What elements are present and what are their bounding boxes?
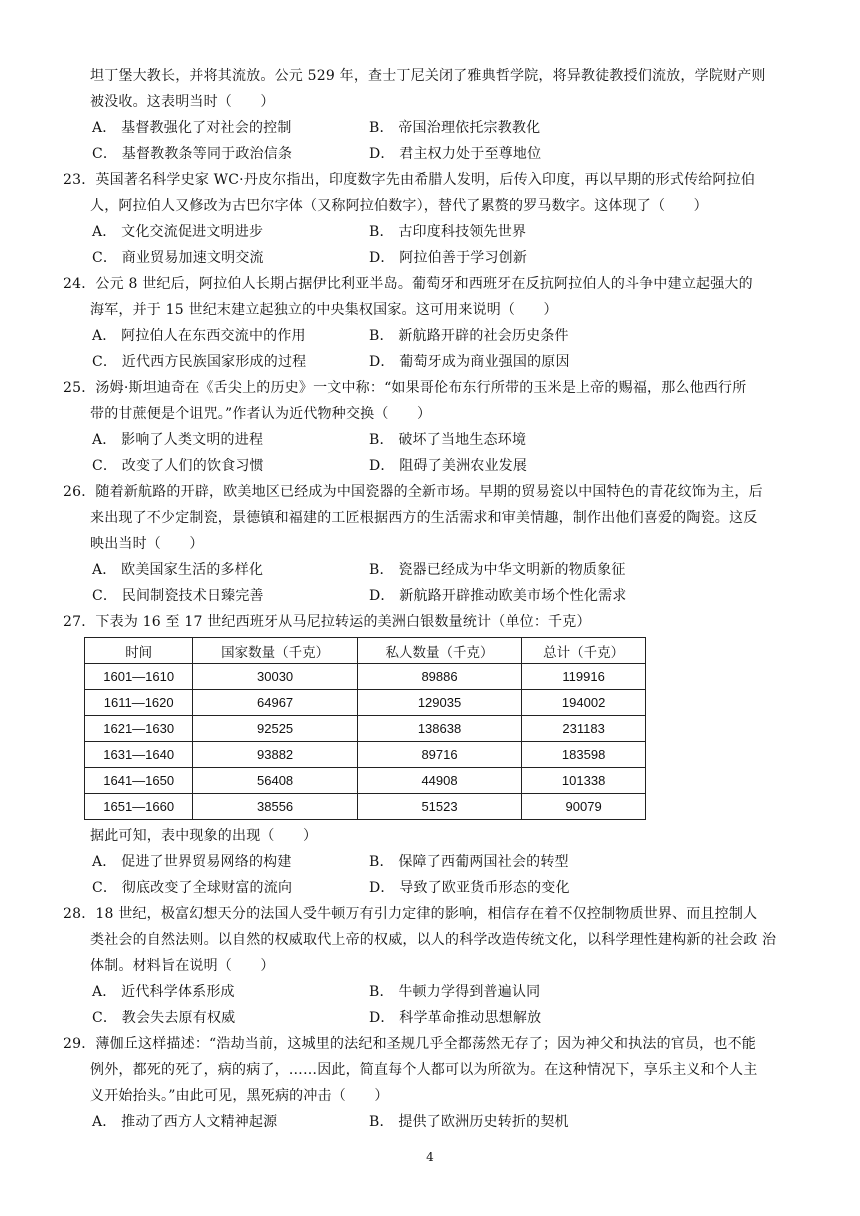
table-header-cell: 总计（千克） [522, 638, 646, 664]
question-25-option-b: B． 破坏了当地生态环境 [369, 432, 527, 448]
question-27-option-c: C． 彻底改变了全球财富的流向 [92, 880, 293, 896]
question-29-stem-line: 29．薄伽丘这样描述：“浩劫当前，这城里的法纪和圣规几乎全都荡然无存了；因为神父和执法的官员，也不能 [63, 1036, 756, 1052]
question-22-option-a: A． 基督教强化了对社会的控制 [92, 120, 292, 136]
table-header-cell: 时间 [85, 638, 193, 664]
question-24-option-a: A． 阿拉伯人在东西交流中的作用 [92, 328, 306, 344]
table-row [85, 794, 646, 820]
table-header-cell: 私人数量（千克） [357, 638, 521, 664]
table-cell: 92525 [193, 716, 357, 742]
question-23-stem-line: 23．英国著名科学史家 WC·丹皮尔指出，印度数字先由希腊人发明，后传入印度，再以早期的形式传给阿拉伯 [63, 172, 756, 188]
question-23-option-a: A． 文化交流促进文明进步 [92, 224, 264, 240]
question-27-option-b: B． 保障了西葡两国社会的转型 [369, 854, 569, 870]
table-cell: 129035 [357, 690, 521, 716]
question-26-option-a: A． 欧美国家生活的多样化 [92, 562, 264, 578]
table-row [85, 664, 646, 690]
question-29-stem-line: 例外，都死的死了，病的病了，……因此，简直每个人都可以为所欲为。在这种情况下，享乐主义和个人主 [90, 1062, 758, 1078]
table-cell: 101338 [522, 768, 646, 794]
question-26-option-c: C． 民间制瓷技术日臻完善 [92, 588, 264, 604]
question-26-option-b: B． 瓷器已经成为中华文明新的物质象征 [369, 562, 626, 578]
table-header-cell: 国家数量（千克） [193, 638, 357, 664]
question-24-stem-line: 海军，并于 15 世纪末建立起独立的中央集权国家。这可用来说明（ ） [90, 302, 558, 318]
table-cell: 56408 [193, 768, 357, 794]
question-25-option-a: A． 影响了人类文明的进程 [92, 432, 264, 448]
question-25-stem-line: 25．汤姆·斯坦迪奇在《舌尖上的历史》一文中称：“如果哥伦布东行所带的玉米是上帝的赐福，那么他西行所 [63, 380, 747, 396]
question-28-stem-line: 类社会的自然法则。以自然的权威取代上帝的权威，以人的科学改造传统文化，以科学理性建构新的社会政 治 [90, 932, 777, 948]
question-29-option-a: A． 推动了西方人文精神起源 [92, 1114, 278, 1130]
question-23-option-b: B． 古印度科技领先世界 [369, 224, 527, 240]
question-23-stem-line: 人，阿拉伯人又修改为古巴尔字体（又称阿拉伯数字），替代了累赘的罗马数字。这体现了（ ） [90, 198, 708, 214]
question-27-stem-line: 27．下表为 16 至 17 世纪西班牙从马尼拉转运的美洲白银数量统计（单位：千克） [63, 614, 591, 630]
question-25-stem-line: 带的甘蔗便是个诅咒。”作者认为近代物种交换（ ） [90, 406, 432, 422]
question-29-option-b: B． 提供了欧洲历史转折的契机 [369, 1114, 569, 1130]
question-28-option-d: D． 科学革命推动思想解放 [369, 1010, 542, 1026]
question-28-stem-line: 体制。材料旨在说明（ ） [90, 958, 275, 974]
table-row [85, 768, 646, 794]
table-header-row [85, 638, 646, 664]
table-cell: 38556 [193, 794, 357, 820]
question-25-option-d: D． 阻碍了美洲农业发展 [369, 458, 528, 474]
table-cell: 64967 [193, 690, 357, 716]
table-cell: 119916 [522, 664, 646, 690]
question-25-option-c: C． 改变了人们的饮食习惯 [92, 458, 264, 474]
table-cell: 1621—1630 [85, 716, 193, 742]
question-22-option-c: C． 基督教教条等同于政治信条 [92, 146, 293, 162]
table-cell: 1611—1620 [85, 690, 193, 716]
question-26-stem-line: 26．随着新航路的开辟，欧美地区已经成为中国瓷器的全新市场。早期的贸易瓷以中国特色的青花纹饰为主，后 [63, 484, 763, 500]
table-cell: 1641—1650 [85, 768, 193, 794]
table-cell: 183598 [522, 742, 646, 768]
question-24-option-b: B． 新航路开辟的社会历史条件 [369, 328, 569, 344]
question-27-option-d: D． 导致了欧亚货币形态的变化 [369, 880, 570, 896]
table-cell: 93882 [193, 742, 357, 768]
table-row [85, 690, 646, 716]
question-29-stem-line: 义开始抬头。”由此可见，黑死病的冲击（ ） [90, 1088, 389, 1104]
table-cell: 90079 [522, 794, 646, 820]
table-row [85, 716, 646, 742]
table-cell: 89886 [357, 664, 521, 690]
table-cell: 138638 [357, 716, 521, 742]
table-cell: 194002 [522, 690, 646, 716]
question-24-option-d: D． 葡萄牙成为商业强国的原因 [369, 354, 570, 370]
question-26-stem-line: 映出当时（ ） [90, 536, 204, 552]
question-24-stem-line: 24．公元 8 世纪后，阿拉伯人长期占据伊比利亚半岛。葡萄牙和西班牙在反抗阿拉伯人的斗争中建立起强大的 [63, 276, 753, 292]
question-22-stem-line: 坦丁堡大教长，并将其流放。公元 529 年，查士丁尼关闭了雅典哲学院，将异教徒教授们流放，学院财产则 [90, 68, 766, 84]
question-28-option-a: A． 近代科学体系形成 [92, 984, 235, 1000]
table-cell: 1651—1660 [85, 794, 193, 820]
question-27-followup: 据此可知，表中现象的出现（ ） [90, 828, 318, 844]
question-24-option-c: C． 近代西方民族国家形成的过程 [92, 354, 307, 370]
question-27-option-a: A． 促进了世界贸易网络的构建 [92, 854, 292, 870]
question-23-option-d: D． 阿拉伯善于学习创新 [369, 250, 528, 266]
question-26-option-d: D． 新航路开辟推动欧美市场个性化需求 [369, 588, 627, 604]
question-22-option-d: D． 君主权力处于至尊地位 [369, 146, 542, 162]
question-28-option-b: B． 牛顿力学得到普遍认同 [369, 984, 541, 1000]
table-row [85, 742, 646, 768]
table-cell: 89716 [357, 742, 521, 768]
table-cell: 51523 [357, 794, 521, 820]
table-cell: 44908 [357, 768, 521, 794]
table-cell: 231183 [522, 716, 646, 742]
question-28-option-c: C． 教会失去原有权威 [92, 1010, 236, 1026]
question-26-stem-line: 来出现了不少定制瓷，景德镇和福建的工匠根据西方的生活需求和审美情趣，制作出他们喜爱的陶瓷。这反 [90, 510, 758, 526]
question-23-option-c: C． 商业贸易加速文明交流 [92, 250, 264, 266]
question-22-stem-line: 被没收。这表明当时（ ） [90, 94, 275, 110]
question-22-option-b: B． 帝国治理依托宗教教化 [369, 120, 541, 136]
question-28-stem-line: 28．18 世纪，极富幻想天分的法国人受牛顿万有引力定律的影响，相信存在着不仅控制物质世界、而且控制人 [63, 906, 758, 922]
page-number: 4 [426, 1150, 434, 1164]
table-cell: 1631—1640 [85, 742, 193, 768]
table-cell: 30030 [193, 664, 357, 690]
silver-statistics-table [84, 637, 646, 820]
table-cell: 1601—1610 [85, 664, 193, 690]
